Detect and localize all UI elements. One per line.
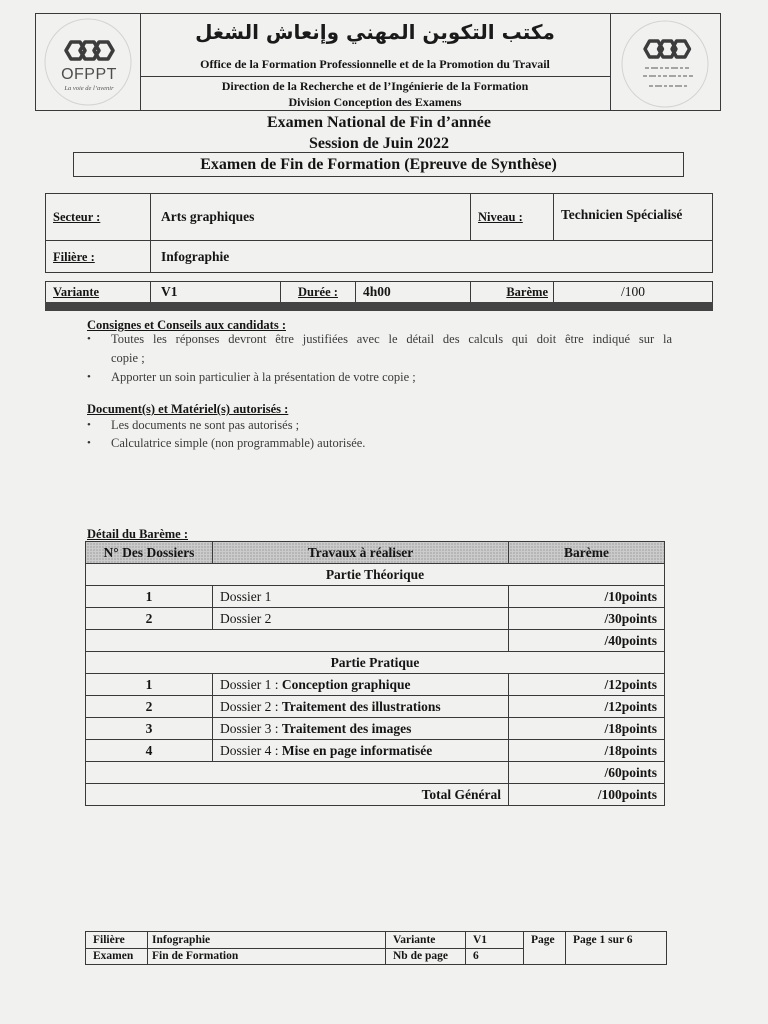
- dossier-task-title: Mise en page informatisée: [281, 742, 433, 758]
- variante-label-cell: [46, 282, 151, 303]
- filiere-label: Filière :: [53, 249, 95, 264]
- partie-pratique-label: Partie Pratique: [86, 652, 665, 674]
- document-line: Calculatrice simple (non programmable) autorisée.: [111, 436, 366, 450]
- document-line: Les documents ne sont pas autorisés ;: [111, 418, 300, 432]
- bareme-value: /100: [554, 282, 713, 303]
- consigne-line: Apporter un soin particulier à la présentation de votre copie ;: [111, 370, 416, 384]
- header-bareme: Barème: [509, 542, 665, 564]
- duree-label: Durée :: [298, 285, 338, 299]
- table-row: [86, 718, 665, 740]
- document-text: [111, 416, 672, 435]
- dossier-points: /12points: [509, 696, 665, 718]
- total-label: Total Général: [86, 784, 509, 806]
- documents-title: Document(s) et Matériel(s) autorisés :: [87, 402, 289, 416]
- secteur-label-cell: [46, 194, 151, 241]
- subtotal-blank: [86, 762, 509, 784]
- secteur-label: Secteur :: [53, 210, 101, 224]
- filiere-value: Infographie: [151, 241, 713, 273]
- partie-theorique-label: Partie Théorique: [86, 564, 665, 586]
- ofppt-logo-icon: [615, 16, 715, 108]
- secteur-value: Arts graphiques: [151, 194, 471, 241]
- bareme-title: Détail du Barème :: [87, 527, 189, 541]
- dossier-points: /18points: [509, 718, 665, 740]
- bareme-label-cell: [471, 282, 554, 303]
- dossier-number: 4: [86, 740, 213, 762]
- duree-value: 4h00: [356, 282, 471, 303]
- dossier-task: [213, 740, 509, 762]
- niveau-value: Technicien Spécialisé: [554, 194, 713, 241]
- arabic-title: مكتب التكوين المهني وإنعاش الشغل: [195, 20, 555, 44]
- header-travaux: Travaux à réaliser: [213, 542, 509, 564]
- info-table-variante: [45, 281, 713, 303]
- dossier-number: 2: [86, 696, 213, 718]
- logo-arabic-lettering: [643, 68, 693, 86]
- variante-label: Variante: [53, 285, 100, 299]
- footer-variante-label: Variante: [386, 932, 466, 949]
- footer-variante-value: V1: [466, 932, 524, 949]
- table-row: [86, 696, 665, 718]
- consignes-title: Consignes et Conseils aux candidats :: [87, 318, 286, 332]
- total-row: [86, 784, 665, 806]
- dossier-task-title: Traitement des images: [281, 720, 412, 736]
- exam-session: Session de Juin 2022: [308, 135, 450, 152]
- logo-tagline: La voie de l’avenir: [64, 85, 114, 92]
- dossier-number: 1: [86, 586, 213, 608]
- logo-link: [94, 42, 113, 59]
- consigne-line: Toutes les réponses devront être justifiées avec le détail des calculs qui doit être indiqué sur la: [111, 332, 672, 346]
- niveau-label: Niveau :: [478, 210, 523, 224]
- dossier-points: /18points: [509, 740, 665, 762]
- document-text: [111, 434, 672, 453]
- header-divider-right: [610, 13, 611, 111]
- consigne-item: [87, 368, 677, 387]
- header-dossiers: N° Des Dossiers: [86, 542, 213, 564]
- consigne-item: [87, 330, 677, 368]
- total-points: /100points: [509, 784, 665, 806]
- consigne-line: copie ;: [111, 351, 145, 365]
- bareme-table: [85, 541, 665, 806]
- bullet-icon: [87, 434, 97, 453]
- dossier-number: 2: [86, 608, 213, 630]
- dossier-task-prefix: Dossier 3 :: [220, 720, 279, 736]
- bullet-icon: [87, 330, 97, 349]
- document-item: [87, 434, 677, 453]
- office-name: Office de la Formation Professionnelle et de la Promotion du Travail: [200, 57, 550, 71]
- dossier-task-title: Traitement des illustrations: [281, 698, 441, 714]
- subtotal-blank: [86, 630, 509, 652]
- dossier-task: Dossier 1: [213, 586, 509, 608]
- pratique-subtotal: /60points: [509, 762, 665, 784]
- footer-table: [85, 931, 667, 965]
- dossier-points: /30points: [509, 608, 665, 630]
- dossier-task-prefix: Dossier 4 :: [220, 742, 279, 758]
- table-row: [86, 674, 665, 696]
- logo-ring: [622, 21, 708, 107]
- bullet-icon: [87, 416, 97, 435]
- division-name: Division Conception des Examens: [288, 95, 462, 109]
- table-row: [86, 608, 665, 630]
- footer-examen-value: Fin de Formation: [148, 949, 386, 965]
- dossier-task: [213, 674, 509, 696]
- dossier-task: Dossier 2: [213, 608, 509, 630]
- exam-title: Examen National de Fin d’année: [266, 114, 491, 131]
- theorique-subtotal: /40points: [509, 630, 665, 652]
- dossier-points: /10points: [509, 586, 665, 608]
- dossier-task: [213, 718, 509, 740]
- dossier-points: /12points: [509, 674, 665, 696]
- info-table-bottom-bar: [45, 302, 713, 311]
- footer-filiere-value: Infographie: [148, 932, 386, 949]
- dossier-number: 1: [86, 674, 213, 696]
- filiere-label-cell: [46, 241, 151, 273]
- footer-nb-page-value: 6: [466, 949, 524, 965]
- footer-page-label: Page: [524, 932, 566, 965]
- consigne-text: [111, 368, 672, 387]
- header-divider-middle: [140, 76, 610, 77]
- direction-name: Direction de la Recherche et de l’Ingénierie de la Formation: [221, 79, 529, 93]
- dossier-task-prefix: Dossier 1 :: [220, 676, 279, 692]
- footer-page-value: Page 1 sur 6: [566, 932, 667, 965]
- duree-label-cell: [281, 282, 356, 303]
- dossier-task-title: Conception graphique: [281, 676, 411, 692]
- dossier-number: 3: [86, 718, 213, 740]
- consigne-text: [111, 330, 672, 368]
- bullet-icon: [87, 368, 97, 387]
- niveau-label-cell: [471, 194, 554, 241]
- document-item: [87, 416, 677, 435]
- subtotal-row: [86, 630, 665, 652]
- dossier-task-prefix: Dossier 2 :: [220, 698, 279, 714]
- logo-name: OFPPT: [61, 66, 117, 83]
- table-row: [86, 586, 665, 608]
- footer-filiere-label: Filière: [86, 932, 148, 949]
- exam-type-box: Examen de Fin de Formation (Epreuve de Synthèse): [73, 152, 684, 177]
- footer-examen-label: Examen: [86, 949, 148, 965]
- subtotal-row: [86, 762, 665, 784]
- footer-nb-page-label: Nb de page: [386, 949, 466, 965]
- ofppt-logo-icon: [40, 16, 136, 108]
- table-row: [86, 740, 665, 762]
- dossier-task: [213, 696, 509, 718]
- variante-value: V1: [151, 282, 281, 303]
- info-table: [45, 193, 713, 273]
- bareme-label: Barème: [506, 285, 548, 299]
